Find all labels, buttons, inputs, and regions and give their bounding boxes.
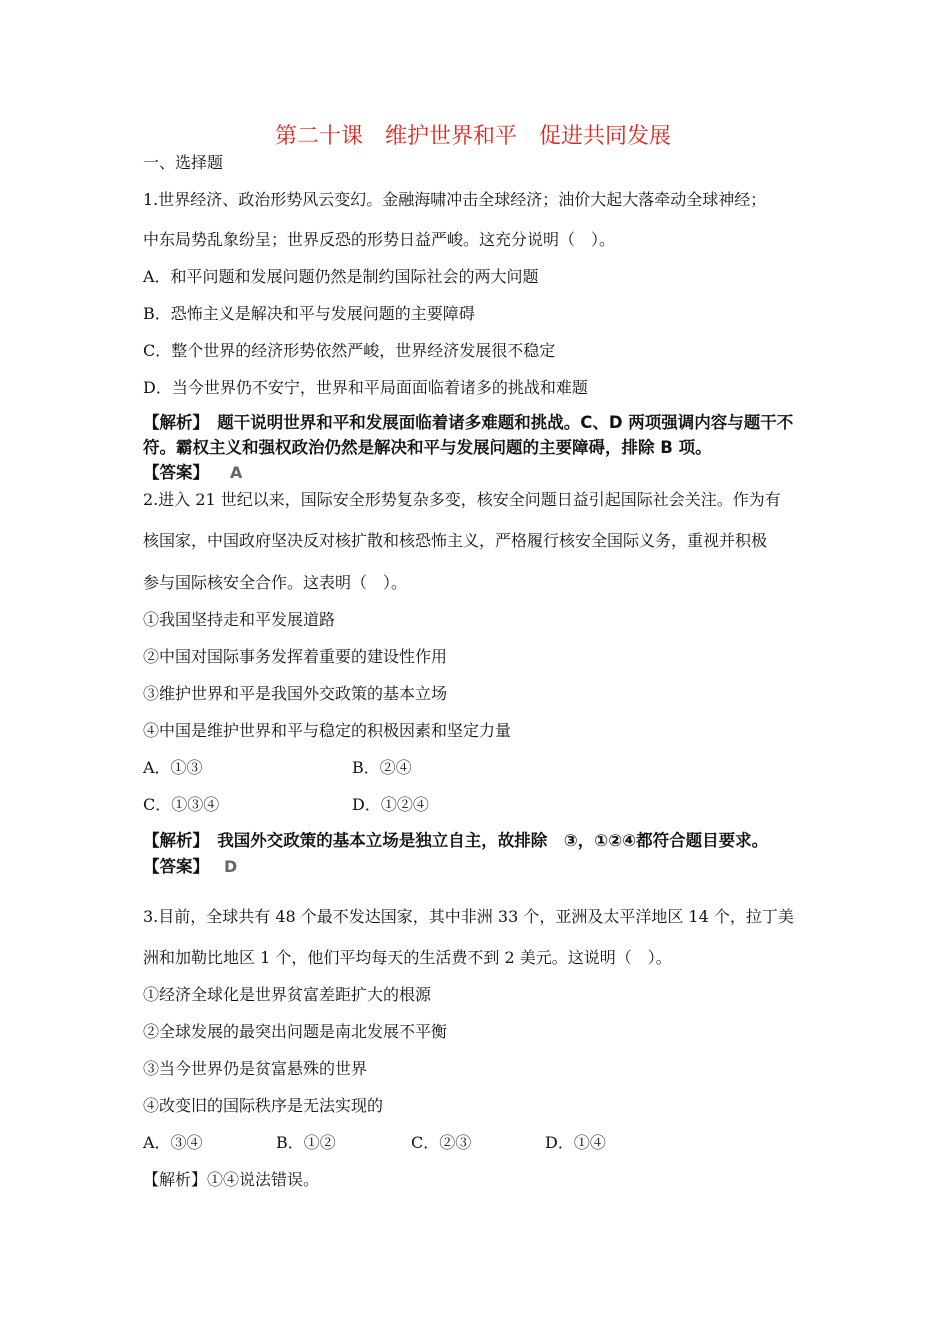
q3-item-2: ②全球发展的最突出问题是南北发展不平衡 [143, 1022, 448, 1041]
q3-option-b: B．①② [276, 1133, 336, 1152]
q3-item-4: ④改变旧的国际秩序是无法实现的 [143, 1096, 384, 1115]
q2-option-a: A．①③ [143, 758, 203, 777]
q3-stem-line2: 洲和加勒比地区 1 个，他们平均每天的生活费不到 2 美元。这说明（ ）。 [143, 948, 672, 967]
q3-analysis: 【解析】①④说法错误。 [143, 1170, 320, 1189]
q2-stem-line1: 2.进入 21 世纪以来，国际安全形势复杂多变，核安全问题日益引起国际社会关注。作为有 [143, 490, 781, 509]
q1-analysis-line1: 【解析】 题干说明世界和平和发展面临着诸多难题和挑战。C、D 两项强调内容与题干不 [143, 413, 794, 432]
q1-answer-value: A [230, 463, 243, 482]
q3-stem-line1: 3.目前，全球共有 48 个最不发达国家，其中非洲 33 个，亚洲及太平洋地区 14 个，拉丁美 [143, 907, 794, 926]
q1-option-d: D．当今世界仍不安宁，世界和平局面面临着诸多的挑战和难题 [143, 378, 588, 397]
q2-item-3: ③维护世界和平是我国外交政策的基本立场 [143, 684, 448, 703]
q1-option-c: C．整个世界的经济形势依然严峻，世界经济发展很不稳定 [143, 341, 556, 360]
q2-item-1: ①我国坚持走和平发展道路 [143, 610, 336, 629]
q2-option-c: C．①③④ [143, 795, 220, 814]
q3-item-3: ③当今世界仍是贫富悬殊的世界 [143, 1059, 368, 1078]
q3-item-1: ①经济全球化是世界贫富差距扩大的根源 [143, 985, 432, 1004]
q1-stem-line2: 中东局势乱象纷呈；世界反恐的形势日益严峻。这充分说明（ ）。 [143, 230, 616, 249]
q2-item-4: ④中国是维护世界和平与稳定的积极因素和坚定力量 [143, 721, 512, 740]
q2-option-d: D．①②④ [352, 795, 429, 814]
q2-stem-line3: 参与国际核安全合作。这表明（ ）。 [143, 573, 408, 592]
q3-option-c: C．②③ [411, 1133, 472, 1152]
q2-item-2: ②中国对国际事务发挥着重要的建设性作用 [143, 647, 448, 666]
q1-analysis-line2: 符。霸权主义和强权政治仍然是解决和平与发展问题的主要障碍，排除 B 项。 [143, 438, 712, 457]
document-title: 第二十课 维护世界和平 促进共同发展 [275, 124, 672, 149]
q1-stem-line1: 1.世界经济、政治形势风云变幻。金融海啸冲击全球经济；油价大起大落牵动全球神经； [143, 190, 767, 209]
q2-answer-value: D [224, 857, 238, 876]
q2-answer-label: 【答案】 [143, 857, 209, 876]
q3-option-d: D．①④ [545, 1133, 606, 1152]
q2-stem-line2: 核国家，中国政府坚决反对核扩散和核恐怖主义，严格履行核安全国际义务，重视并积极 [143, 531, 768, 550]
q1-option-a: A．和平问题和发展问题仍然是制约国际社会的两大问题 [143, 267, 539, 286]
q2-analysis: 【解析】 我国外交政策的基本立场是独立自主，故排除 ③，①②④都符合题目要求。 [143, 831, 769, 850]
q1-option-b: B．恐怖主义是解决和平与发展问题的主要障碍 [143, 304, 475, 323]
q1-answer-label: 【答案】 [143, 463, 209, 482]
section-heading: 一、选择题 [143, 153, 224, 172]
q3-option-a: A．③④ [143, 1133, 203, 1152]
q2-option-b: B．②④ [352, 758, 412, 777]
